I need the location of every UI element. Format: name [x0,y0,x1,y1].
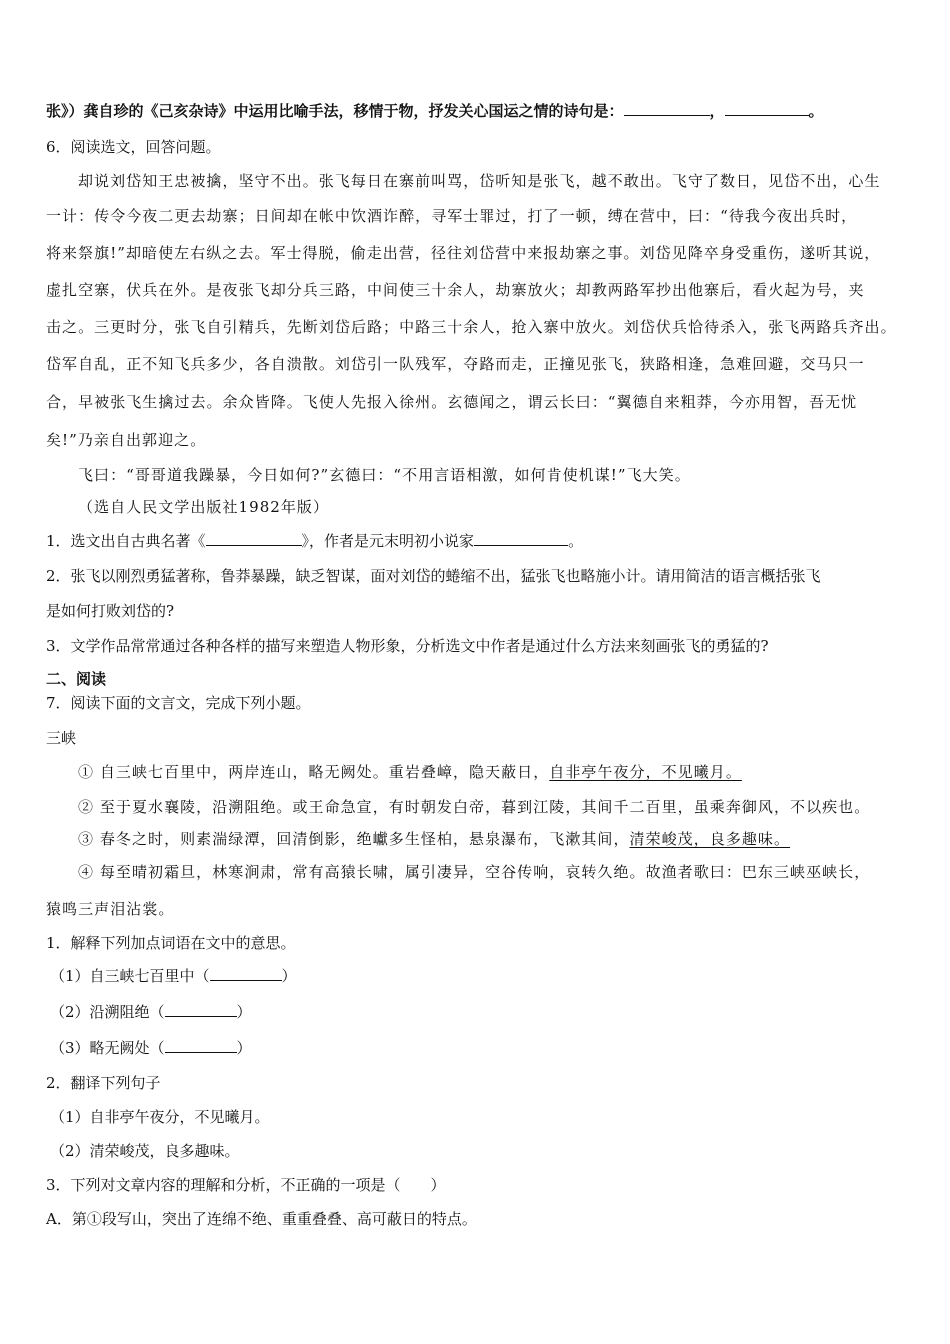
q6-sub1-text: 1．选文出自古典名著《 [46,532,206,550]
passage-line: 击之。三更时分，张飞自引精兵，先断刘岱后路；中路三十余人，抢入寨中放火。刘岱伏兵恰待杀入，张飞两路兵齐出。 [46,318,897,336]
q6-heading: 6．阅读选文，回答问题。 [46,138,221,156]
underlined-sentence: 清荣峻茂，良多趣味。 [629,830,791,848]
q6-sub2: 2．张飞以刚烈勇猛著称，鲁莽暴躁，缺乏智谋，面对刘岱的蜷缩不出，猛张飞也略施小计。请用简洁的语言概括张飞 [46,567,821,585]
passage-line: 将来祭旗!”却暗使左右纵之去。军士得脱，偷走出营，径往刘岱营中来报劫寨之事。刘岱见降卒身受重伤，遂听其说， [46,244,881,262]
passage-line: 合，早被张飞生擒过去。余众皆降。飞使人先报入徐州。玄德闻之，谓云长曰：“翼德自来粗莽，今亦用智，吾无忧 [46,393,858,411]
item-text: （2）沿溯阻绝（ [50,1003,165,1021]
q7-sub2-item: （1）自非亭午夜分，不见曦月。 [50,1108,270,1126]
answer-blank[interactable] [474,531,568,546]
passage-title: 三峡 [46,729,77,747]
passage-para-4: 猿鸣三声泪沾裳。 [46,900,175,918]
passage-line: 岱军自乱，正不知飞兵多少，各自溃散。刘岱引一队残军，夺路而走，正撞见张飞，狭路相逢，急难回避，交马只一 [46,355,865,373]
q7-sub1: 1．解释下列加点词语在文中的意思。 [46,934,296,952]
q6-sub1 [46,531,583,551]
item-text: （3）略无阙处（ [50,1039,165,1057]
passage-para-2: ② 至于夏水襄陵，沿溯阻绝。或王命急宣，有时朝发白帝，暮到江陵，其间千二百里，虽乘奔御风，不以疾也。 [78,798,871,816]
q7-sub3: 3．下列对文章内容的理解和分析，不正确的一项是（ ） [46,1176,446,1194]
q5-sep: ， [709,102,725,120]
passage-line: 飞曰：“哥哥道我躁暴，今日如何?”玄德曰：“不用言语相激，如何肯使机谋!”飞大笑。 [78,466,691,484]
underlined-sentence: 自非亭午夜分，不见曦月。 [549,763,742,781]
section-title: 二、阅读 [46,670,107,688]
answer-blank[interactable] [165,1002,237,1017]
item-text: （1）自三峡七百里中（ [50,967,210,985]
para-text: ① 自三峡七百里中，两岸连山，略无阙处。重岩叠嶂，隐天蔽日， [78,763,550,781]
q5-end: 。 [808,102,824,120]
q7-sub2-item: （2）清荣峻茂，良多趣味。 [50,1142,240,1160]
q7-sub2: 2．翻译下列句子 [46,1074,161,1092]
passage-para-3 [78,829,790,849]
passage-line: 虚扎空寨，伏兵在外。是夜张飞却分兵三路，中间使三十余人，劫寨放火；却教两路军抄出他寨后，看火起为号，夹 [46,281,865,299]
item-end: ） [281,967,297,985]
passage-line: 却说刘岱知王忠被擒，坚守不出。张飞每日在寨前叫骂，岱听知是张飞，越不敢出。飞守了数日，见岱不出，心生 [78,172,881,190]
q5-poem-question [46,101,824,121]
answer-blank[interactable] [165,1038,237,1053]
item-end: ） [236,1003,252,1021]
answer-blank[interactable] [624,101,710,116]
answer-blank[interactable] [206,531,302,546]
q7-sub1-item [50,1038,252,1058]
q6-sub1-text: 。 [568,532,584,550]
q5-text: 张》）龚自珍的《己亥杂诗》中运用比喻手法，移情于物，抒发关心国运之情的诗句是： [46,102,624,120]
passage-para-1 [78,762,742,782]
q6-sub1-text: 》，作者是元末明初小说家 [301,532,475,550]
para-text: ③ 春冬之时，则素湍绿潭，回清倒影，绝巘多生怪柏，悬泉瀑布，飞漱其间， [78,830,630,848]
q6-sub2: 是如何打败刘岱的? [46,602,175,620]
passage-line: 矣!”乃亲自出郭迎之。 [46,431,207,449]
q7-sub1-item [50,1002,252,1022]
passage-para-4: ④ 每至晴初霜旦，林寒涧肃，常有高猿长啸，属引凄异，空谷传响，哀转久绝。故渔者歌曰：巴东三峡巫峡长， [78,863,871,881]
passage-source: （选自人民文学出版社1982年版） [78,498,330,516]
q6-sub3: 3．文学作品常常通过各种各样的描写来塑造人物形象，分析选文中作者是通过什么方法来刻画张飞的勇猛的? [46,637,769,655]
option-a: A．第①段写山，突出了连绵不绝、重重叠叠、高可蔽日的特点。 [46,1210,477,1228]
q7-sub1-item [50,966,297,986]
item-end: ） [236,1039,252,1057]
passage-line: 一计：传令今夜二更去劫寨；日间却在帐中饮酒诈醉，寻军士罪过，打了一顿，缚在营中，曰：“待我今夜出兵时， [46,207,858,225]
q7-heading: 7．阅读下面的文言文，完成下列小题。 [46,694,311,712]
answer-blank[interactable] [210,966,282,981]
answer-blank[interactable] [725,101,809,116]
